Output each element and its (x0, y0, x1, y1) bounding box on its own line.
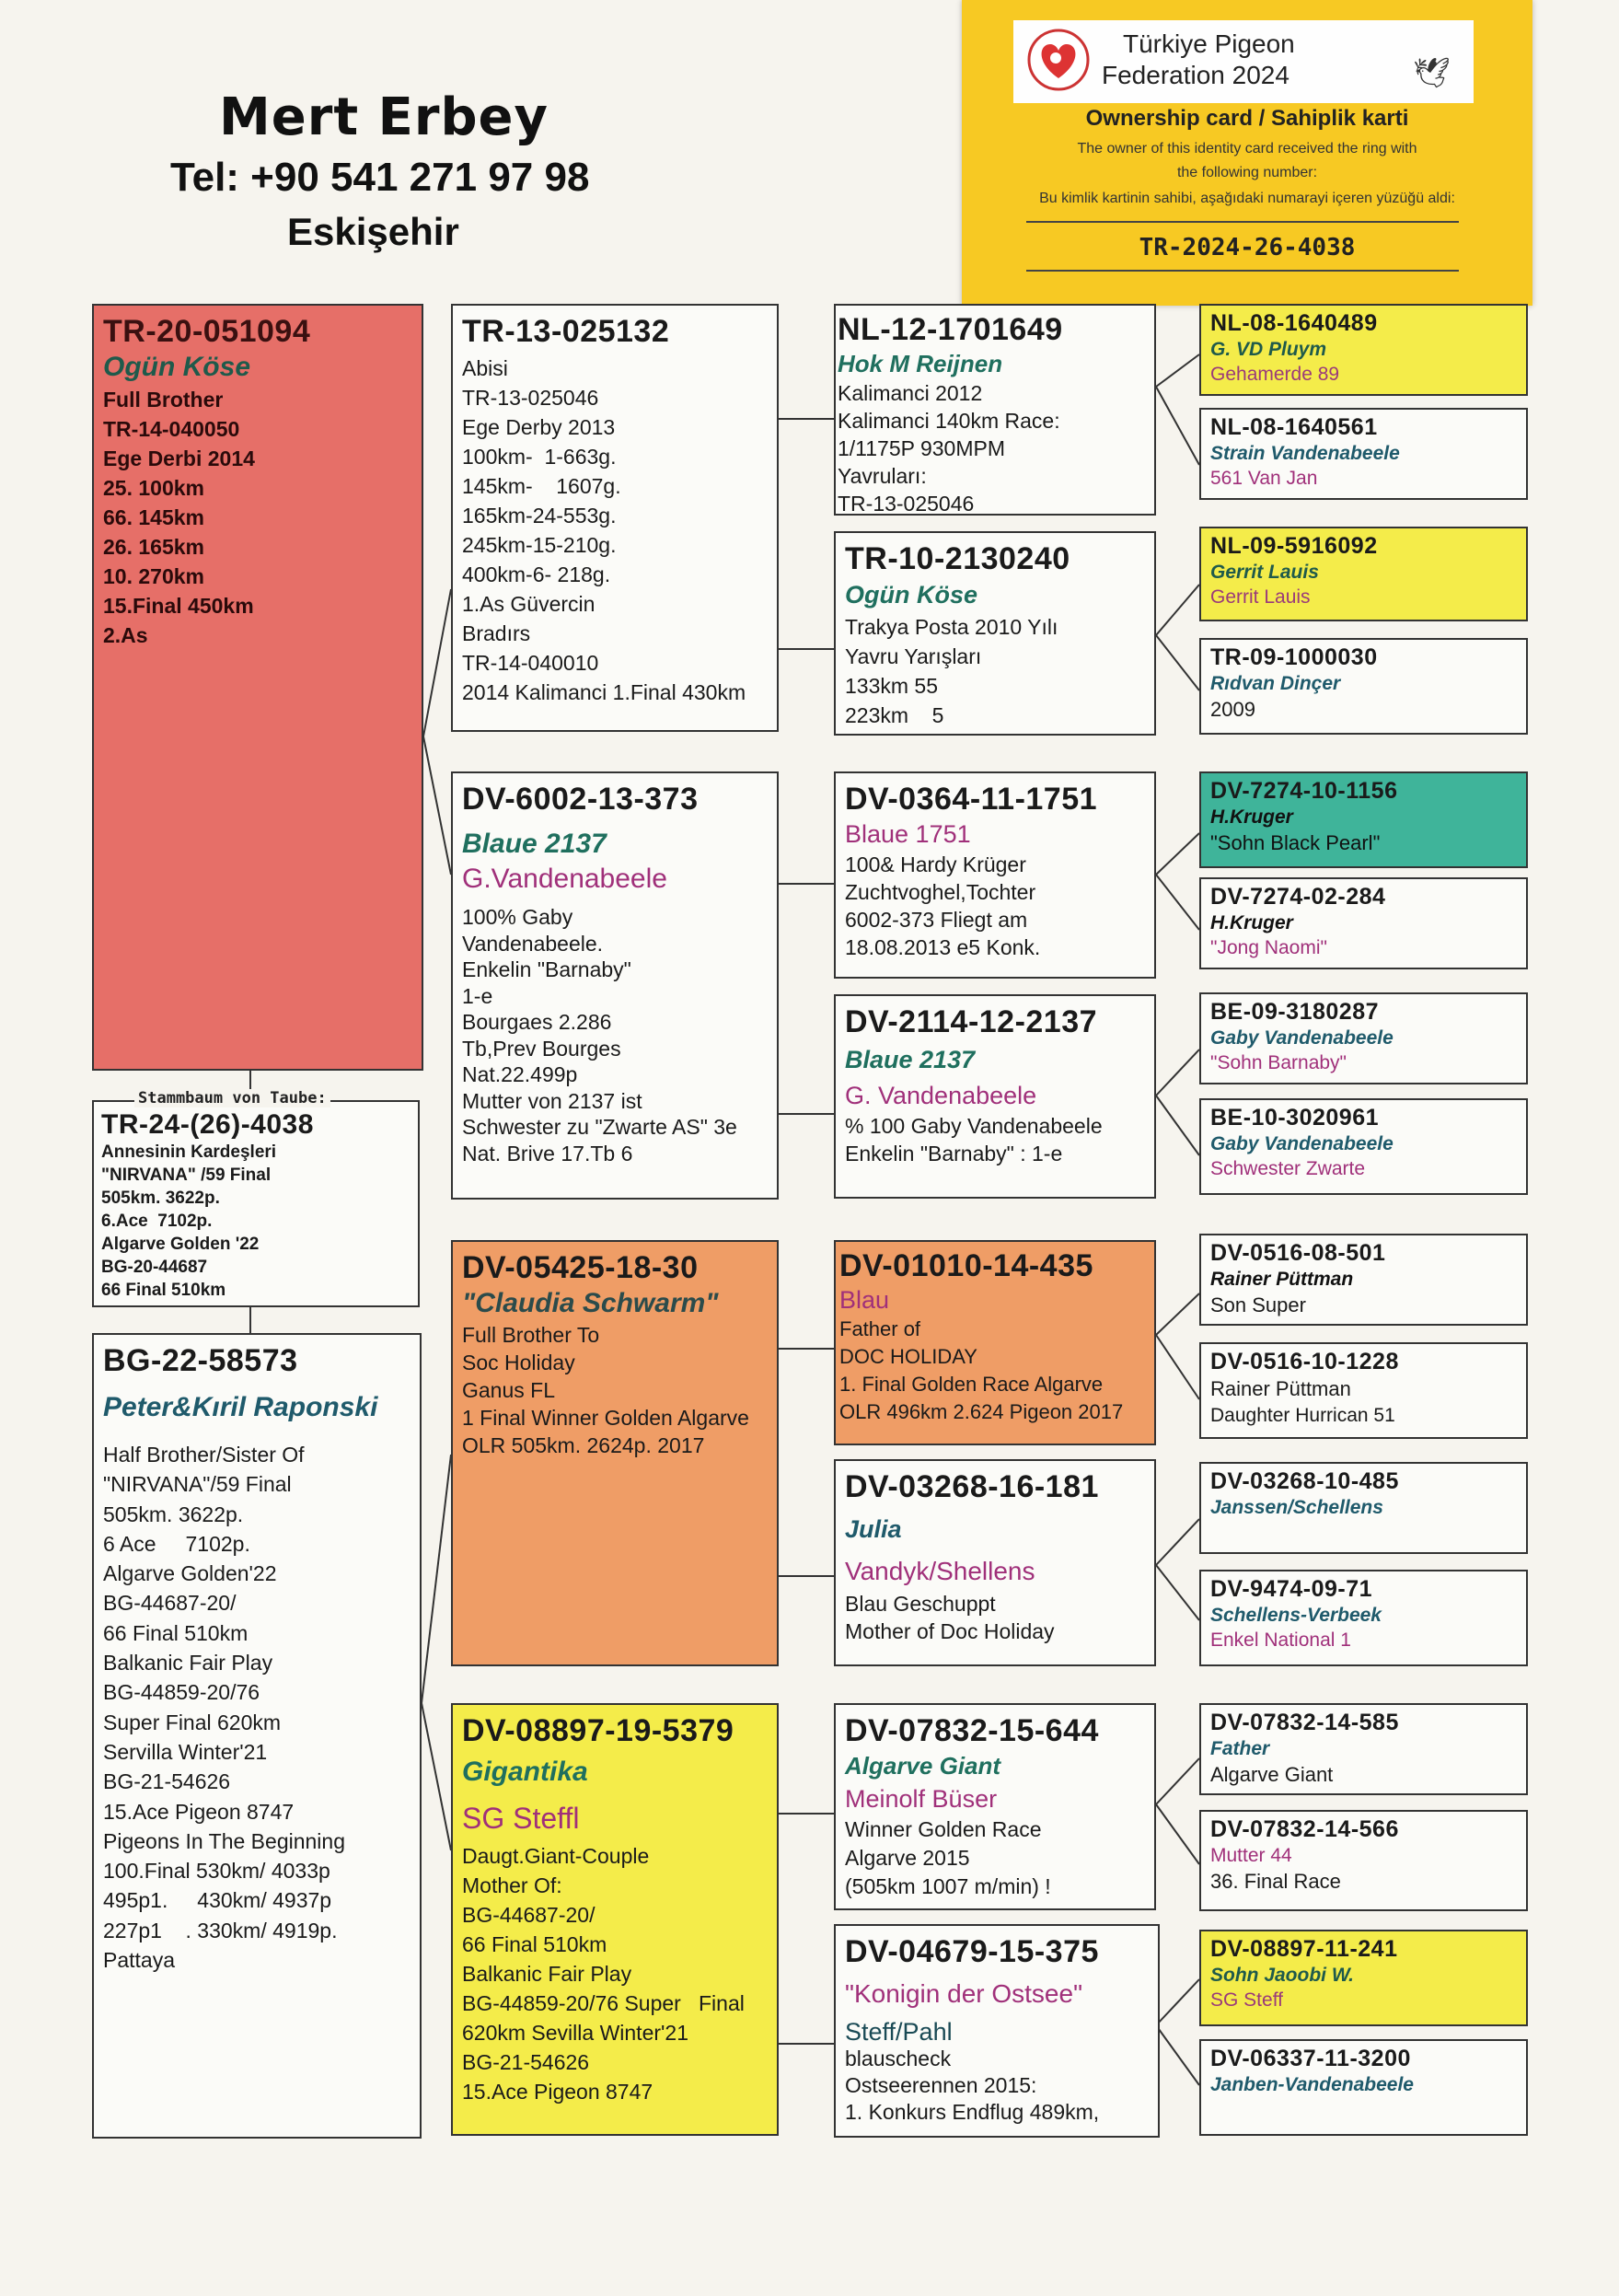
breeder-name: Gaby Vandenabeele (1210, 1133, 1393, 1154)
card-text-line1: The owner of this identity card received the ring with (1077, 141, 1417, 157)
pigeon-name: Blaue 2137 (845, 1046, 976, 1073)
text-line: 15.Final 450km (103, 594, 254, 618)
text-line: Mother Of: (462, 1873, 562, 1897)
breeder-name: Vandyk/Shellens (845, 1557, 1035, 1585)
pedigree-label: Stammbaum von Taube: (134, 1089, 330, 1107)
ring-number: NL-08-1640561 (1210, 414, 1378, 440)
text-line: 2.As (103, 623, 148, 647)
breeder-name: G. VD Pluym (1210, 339, 1327, 360)
owner-name: Mert Erbey (219, 87, 549, 147)
subject-ring-number: TR-24-(26)-4038 (101, 1109, 314, 1140)
text-line: Annesinin Kardeşleri (101, 1142, 277, 1162)
connector (1156, 1519, 1199, 1565)
text-line: Zuchtvoghel,Tochter (845, 880, 1036, 904)
text-line: Super Final 620km (103, 1710, 282, 1734)
text-line: 100& Hardy Krüger (845, 852, 1026, 876)
pigeon-name: Schwester Zwarte (1210, 1158, 1366, 1179)
text-line: Mutter von 2137 ist (462, 1088, 642, 1113)
great-grandparent-box-7 (834, 1703, 1156, 1910)
connector (1156, 875, 1199, 930)
grandparent-box-1 (451, 304, 779, 732)
text-line: 1 Final Winner Golden Algarve (462, 1406, 749, 1430)
pedigree-note: 36. Final Race (1210, 1870, 1341, 1893)
connector (1156, 1293, 1199, 1335)
connector (422, 1703, 451, 1850)
connector (423, 589, 451, 736)
great-great-grandparent-box (1199, 527, 1528, 621)
ring-number: DV-9474-09-71 (1210, 1576, 1373, 1602)
text-line: TR-13-025046 (838, 492, 975, 516)
connector (1156, 354, 1199, 387)
divider (1026, 270, 1459, 272)
text-line: 505km. 3622p. (103, 1502, 244, 1526)
pedigree-note: Rainer Püttman (1210, 1377, 1351, 1400)
pigeon-name: Gehamerde 89 (1210, 364, 1340, 385)
ring-number: NL-12-1701649 (838, 312, 1063, 347)
text-line: 66 Final 510km (101, 1281, 226, 1300)
grandparent-box-2 (451, 771, 779, 1200)
pedigree-notes (103, 1440, 411, 1975)
connector (1156, 1049, 1199, 1096)
pedigree-notes (845, 1815, 1145, 1901)
breeder-name: Father (1210, 1738, 1270, 1759)
text-line: 66. 145km (103, 505, 204, 529)
dam-box (92, 1333, 422, 2139)
ring-number: DV-03268-16-181 (845, 1469, 1099, 1504)
divider (1026, 221, 1459, 223)
text-line: Abisi (462, 356, 508, 380)
text-line: 145km- 1607g. (462, 474, 621, 498)
text-line: 1. Konkurs Endflug 489km, (845, 2100, 1100, 2124)
pedigree-notes (103, 385, 412, 650)
ring-number: DV-08897-11-241 (1210, 1936, 1398, 1962)
pigeon-name: "Sohn Barnaby" (1210, 1052, 1347, 1073)
text-line: BG-44687-20/ (462, 1903, 596, 1927)
connector (1156, 1979, 1199, 2025)
pedigree-notes (462, 904, 768, 1166)
ring-number: BE-09-3180287 (1210, 999, 1380, 1025)
text-line: 245km-15-210g. (462, 533, 617, 557)
text-line: Schwester zu "Zwarte AS" 3e (462, 1115, 737, 1139)
ring-number: DV-2114-12-2137 (845, 1004, 1098, 1039)
text-line: 100% Gaby (462, 905, 573, 929)
connector (1156, 1804, 1199, 1864)
text-line: BG-44859-20/76 Super Final (462, 1991, 745, 2015)
connector (1156, 833, 1199, 875)
ring-number: TR-13-025132 (462, 314, 670, 349)
subject-box (92, 1100, 420, 1307)
text-line: Daugt.Giant-Couple (462, 1844, 650, 1868)
great-grandparent-box-8 (834, 1924, 1160, 2138)
connector (1156, 1565, 1199, 1620)
text-line: 1/1175P 930MPM (838, 436, 1005, 460)
text-line: Winner Golden Race (845, 1817, 1042, 1841)
pigeon-name: Algarve Giant (845, 1752, 1001, 1780)
breeder-name: Gaby Vandenabeele (1210, 1027, 1393, 1049)
text-line: 66 Final 510km (462, 1932, 607, 1956)
breeder-name: H.Kruger (1210, 806, 1293, 828)
great-grandparent-box-3 (834, 771, 1156, 979)
text-line: Blau Geschuppt (845, 1592, 996, 1616)
pedigree-note: Son Super (1210, 1293, 1306, 1316)
pedigree-notes (462, 1321, 768, 1459)
pigeon-name: Blaue 1751 (845, 820, 971, 848)
pigeon-name: "Jong Naomi" (1210, 937, 1327, 958)
breeder-name: Schellens-Verbeek (1210, 1605, 1382, 1626)
great-great-grandparent-box (1199, 1342, 1528, 1439)
ring-number: DV-7274-02-284 (1210, 884, 1386, 910)
pedigree-note: Daughter Hurrican 51 (1210, 1405, 1395, 1426)
card-text-line2: the following number: (1176, 165, 1318, 180)
ring-number: DV-0364-11-1751 (845, 782, 1098, 817)
text-line: Half Brother/Sister Of (103, 1443, 305, 1467)
connector (423, 736, 451, 875)
text-line: Trakya Posta 2010 Yılı (845, 615, 1058, 639)
text-line: BG-20-44687 (101, 1258, 208, 1277)
pigeon-name: Mutter 44 (1210, 1845, 1292, 1866)
text-line: 620km Sevilla Winter'21 (462, 2021, 688, 2045)
text-line: 25. 100km (103, 476, 204, 500)
card-ring-number: TR-2024-26-4038 (1139, 234, 1356, 261)
pedigree-notes (845, 1590, 1145, 1645)
text-line: 6 Ace 7102p. (103, 1531, 250, 1556)
text-line: Kalimanci 2012 (838, 381, 983, 405)
text-line: Ganus FL (462, 1378, 555, 1402)
text-line: 223km 5 (845, 703, 944, 727)
text-line: 227p1 . 330km/ 4919p. (103, 1918, 338, 1942)
great-great-grandparent-box (1199, 1570, 1528, 1666)
connector (1156, 387, 1199, 465)
sire-box (92, 304, 423, 1071)
pigeon-name: Blaue 2137 (462, 829, 607, 859)
ring-number: TR-10-2130240 (845, 541, 1070, 576)
text-line: BG-44687-20/ (103, 1591, 237, 1616)
owner-city: Eskişehir (287, 210, 459, 253)
breeder-name: Janben-Vandenabeele (1210, 2074, 1414, 2095)
text-line: blauscheck (845, 2047, 952, 2070)
card-text-line3: Bu kimlik kartinin sahibi, aşağıdaki numarayi içeren yüzüğü aldi: (1039, 191, 1455, 206)
ring-number: DV-07832-14-566 (1210, 1816, 1399, 1842)
text-line: 133km 55 (845, 674, 939, 698)
text-line: 100km- 1-663g. (462, 445, 617, 469)
pigeon-name: "Claudia Schwarm" (462, 1288, 719, 1318)
text-line: Yavru Yarışları (845, 644, 982, 668)
connector (1156, 1335, 1199, 1399)
text-line: Pattaya (103, 1948, 175, 1973)
text-line: Tb,Prev Bourges (462, 1036, 621, 1061)
text-line: Bradırs (462, 621, 531, 645)
text-line: "NIRVANA"/59 Final (103, 1472, 292, 1497)
connector (1156, 2025, 1199, 2085)
text-line: DOC HOLIDAY (839, 1345, 977, 1368)
grandparent-box-3 (451, 1240, 779, 1666)
text-line: 165km-24-553g. (462, 504, 617, 528)
connector (1156, 585, 1199, 635)
breeder-name: Meinolf Büser (845, 1785, 998, 1813)
pedigree-note: 2009 (1210, 698, 1255, 721)
text-line: Algarve Golden '22 (101, 1235, 260, 1254)
text-line: 2014 Kalimanci 1.Final 430km (462, 680, 746, 704)
ring-number: DV-7274-10-1156 (1210, 778, 1398, 804)
text-line: 6.Ace 7102p. (101, 1212, 213, 1231)
text-line: Pigeons In The Beginning (103, 1828, 345, 1853)
text-line: Bourgaes 2.286 (462, 1010, 612, 1034)
great-great-grandparent-box (1199, 1462, 1528, 1554)
text-line: Nat.22.499p (462, 1062, 578, 1086)
pigeon-name: Blau (839, 1286, 890, 1314)
text-line: Enkelin "Barnaby" (462, 957, 631, 981)
text-line: 100.Final 530km/ 4033p (103, 1859, 330, 1884)
text-line: 1.As Güvercin (462, 592, 596, 616)
card-title-line2: Federation 2024 (1102, 61, 1289, 89)
subject-notes (101, 1141, 411, 1302)
pigeon-name: SG Steff (1210, 1989, 1283, 2011)
ring-number: DV-07832-15-644 (845, 1713, 1099, 1748)
card-title-line1: Türkiye Pigeon (1123, 29, 1295, 58)
text-line: 6002-373 Fliegt am (845, 908, 1028, 932)
ring-number: DV-07832-14-585 (1210, 1710, 1399, 1735)
text-line: TR-14-040050 (103, 417, 240, 441)
pigeon-icon: 🕊 (1413, 56, 1451, 89)
text-line: (505km 1007 m/min) ! (845, 1874, 1051, 1898)
pigeon-name: Ogün Köse (103, 352, 251, 382)
breeder-name: Sohn Jaoobi W. (1210, 1965, 1354, 1986)
text-line: BG-21-54626 (462, 2050, 590, 2074)
great-great-grandparent-box (1199, 992, 1528, 1084)
great-great-grandparent-box (1199, 1098, 1528, 1195)
text-line: Full Brother (103, 388, 224, 412)
great-great-grandparent-box (1199, 638, 1528, 735)
breeder-name: Strain Vandenabeele (1210, 443, 1400, 464)
pedigree-notes (845, 851, 1145, 961)
text-line: Father of (839, 1317, 921, 1340)
federation-heart-logo-icon (1026, 28, 1091, 92)
ownership-card (962, 0, 1532, 306)
ring-number: DV-08897-19-5379 (462, 1713, 734, 1748)
ring-number: BE-10-3020961 (1210, 1105, 1380, 1131)
text-line: 1-e (462, 983, 493, 1008)
connector (1156, 1096, 1199, 1155)
breeder-name: Peter&Kıril Raponski (103, 1392, 378, 1422)
grandparent-box-4 (451, 1703, 779, 2136)
text-line: Algarve 2015 (845, 1846, 970, 1870)
pigeon-name: 561 Van Jan (1210, 468, 1318, 489)
text-line: Yavruları: (838, 464, 927, 488)
breeder-name: SG Steffl (462, 1802, 580, 1835)
text-line: 26. 165km (103, 535, 204, 559)
text-line: OLR 505km. 2624p. 2017 (462, 1433, 705, 1457)
ring-number: DV-06337-11-3200 (1210, 2046, 1411, 2071)
text-line: 66 Final 510km (103, 1620, 249, 1645)
text-line: % 100 Gaby Vandenabeele (845, 1114, 1103, 1138)
text-line: TR-13-025046 (462, 386, 599, 410)
ring-number: BG-22-58573 (103, 1343, 298, 1378)
card-subtitle: Ownership card / Sahiplik karti (1085, 106, 1409, 131)
breeder-name: H.Kruger (1210, 912, 1293, 933)
connector (1156, 635, 1199, 690)
pigeon-name: Gigantika (462, 1757, 588, 1787)
great-grandparent-box-5 (834, 1240, 1156, 1445)
connector (1156, 1758, 1199, 1804)
text-line: TR-14-040010 (462, 651, 599, 675)
pedigree-note: Algarve Giant (1210, 1763, 1334, 1786)
breeder-name: Steff/Pahl (845, 2018, 953, 2046)
owner-phone: Tel: +90 541 271 97 98 (170, 155, 590, 200)
text-line: Mother of Doc Holiday (845, 1619, 1055, 1643)
pedigree-notes (845, 1112, 1145, 1167)
pigeon-name: Enkel National 1 (1210, 1629, 1351, 1651)
great-grandparent-box-1 (834, 304, 1156, 516)
text-line: Servilla Winter'21 (103, 1739, 268, 1764)
text-line: Ostseerennen 2015: (845, 2073, 1037, 2097)
breeder-name: Rainer Püttman (1210, 1269, 1354, 1290)
ring-number: DV-01010-14-435 (839, 1248, 1093, 1283)
ring-number: NL-08-1640489 (1210, 310, 1378, 336)
text-line: Ege Derbi 2014 (103, 446, 255, 470)
text-line: Full Brother To (462, 1323, 600, 1347)
pedigree-note: "Sohn Black Pearl" (1210, 831, 1381, 854)
pigeon-name: Julia (845, 1515, 902, 1543)
breeder-name: Janssen/Schellens (1210, 1497, 1383, 1518)
great-great-grandparent-box (1199, 771, 1528, 868)
text-line: Vandenabeele. (462, 931, 604, 956)
pedigree-notes (838, 379, 1152, 516)
ring-number: DV-04679-15-375 (845, 1934, 1099, 1969)
pedigree-notes (845, 2046, 1149, 2126)
text-line: 495p1. 430km/ 4937p (103, 1888, 332, 1913)
breeder-name: G.Vandenabeele (462, 864, 667, 894)
text-line: Kalimanci 140km Race: (838, 409, 1060, 433)
great-great-grandparent-box (1199, 1703, 1528, 1795)
text-line: 15.Ace Pigeon 8747 (462, 2080, 653, 2104)
ring-number: TR-20-051094 (103, 314, 311, 349)
text-line: 18.08.2013 e5 Konk. (845, 935, 1041, 959)
ring-number: DV-6002-13-373 (462, 782, 699, 817)
text-line: BG-44859-20/76 (103, 1680, 260, 1705)
great-great-grandparent-box (1199, 877, 1528, 969)
great-grandparent-box-6 (834, 1459, 1156, 1666)
text-line: 15.Ace Pigeon 8747 (103, 1799, 295, 1824)
text-line: 400km-6- 218g. (462, 562, 611, 586)
text-line: 1. Final Golden Race Algarve (839, 1373, 1104, 1396)
pigeon-name: "Konigin der Ostsee" (845, 1979, 1083, 2008)
breeder-name: Gerrit Lauis (1210, 562, 1319, 583)
ring-number: DV-0516-10-1228 (1210, 1349, 1399, 1374)
pedigree-notes (845, 612, 1145, 730)
pedigree-notes (839, 1316, 1151, 1426)
pedigree-notes (462, 354, 768, 707)
text-line: Ege Derby 2013 (462, 415, 616, 439)
text-line: 505km. 3622p. (101, 1189, 220, 1208)
text-line: 10. 270km (103, 564, 204, 588)
text-line: Soc Holiday (462, 1351, 575, 1374)
ring-number: DV-05425-18-30 (462, 1250, 699, 1285)
text-line: BG-21-54626 (103, 1769, 231, 1794)
ring-number: DV-03268-10-485 (1210, 1468, 1399, 1494)
great-great-grandparent-box (1199, 1234, 1528, 1326)
great-great-grandparent-box (1199, 2039, 1528, 2136)
breeder-name: G. Vandenabeele (845, 1082, 1037, 1109)
breeder-name: Hok M Reijnen (838, 350, 1003, 377)
great-great-grandparent-box (1199, 304, 1528, 396)
text-line: Nat. Brive 17.Tb 6 (462, 1141, 633, 1165)
great-grandparent-box-2 (834, 531, 1156, 736)
text-line: Balkanic Fair Play (103, 1651, 273, 1676)
breeder-name: Rıdvan Dinçer (1210, 673, 1341, 694)
text-line: OLR 496km 2.624 Pigeon 2017 (839, 1400, 1124, 1423)
ring-number: DV-0516-08-501 (1210, 1240, 1386, 1266)
great-great-grandparent-box (1199, 408, 1528, 500)
pigeon-name: Ogün Köse (845, 581, 978, 609)
connector (422, 1455, 451, 1703)
ring-number: NL-09-5916092 (1210, 533, 1378, 559)
text-line: "NIRVANA" /59 Final (101, 1165, 272, 1185)
text-line: Balkanic Fair Play (462, 1962, 632, 1986)
great-grandparent-box-4 (834, 994, 1156, 1199)
ring-number: TR-09-1000030 (1210, 644, 1378, 670)
pedigree-notes (462, 1841, 768, 2106)
text-line: Enkelin "Barnaby" : 1-e (845, 1142, 1063, 1165)
pigeon-name: Gerrit Lauis (1210, 586, 1311, 608)
great-great-grandparent-box (1199, 1930, 1528, 2026)
text-line: Algarve Golden'22 (103, 1561, 277, 1586)
great-great-grandparent-box (1199, 1810, 1528, 1911)
